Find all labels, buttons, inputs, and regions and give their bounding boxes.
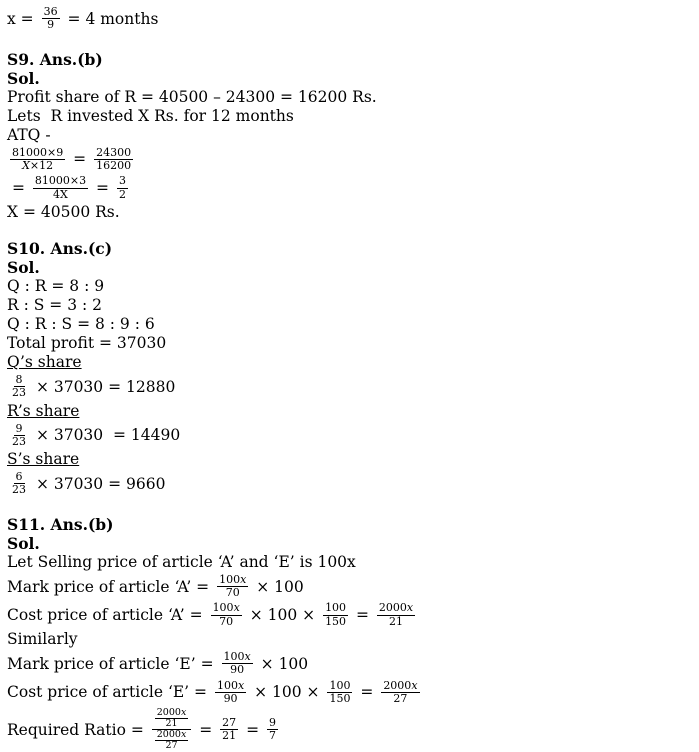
s9-heading bbox=[7, 50, 693, 69]
fraction-denominator bbox=[224, 587, 242, 599]
fraction-denominator bbox=[152, 730, 192, 751]
text-run: 2 bbox=[118, 187, 126, 201]
s10-line-3 bbox=[7, 315, 693, 334]
fraction-numerator bbox=[222, 651, 253, 664]
text-run: 27 bbox=[165, 740, 178, 752]
fraction-denominator bbox=[391, 693, 409, 705]
fraction-denominator bbox=[10, 436, 28, 448]
text-run: Q : R = 8 : 9 bbox=[7, 276, 105, 295]
s9-line-1 bbox=[7, 88, 693, 107]
fraction-denominator bbox=[45, 19, 56, 31]
fraction-numerator bbox=[327, 680, 352, 693]
text-run: 100 bbox=[325, 601, 347, 615]
s11-line-2 bbox=[7, 630, 693, 649]
text-run: S11. Ans.(b) bbox=[7, 514, 114, 534]
text-run: S9. Ans.(b) bbox=[7, 49, 103, 69]
text-run: 2000 bbox=[383, 678, 412, 692]
text-run: 9 bbox=[47, 18, 55, 32]
text-run: 100 bbox=[329, 678, 351, 692]
s9-line-3 bbox=[7, 126, 693, 145]
text-run: X bbox=[22, 158, 30, 172]
text-run: S10. Ans.(c) bbox=[7, 238, 113, 258]
text-run: 21 bbox=[165, 718, 178, 730]
fraction-denominator bbox=[163, 719, 179, 729]
fraction-denominator bbox=[267, 730, 278, 742]
text-run: 90 bbox=[223, 691, 238, 705]
text-run: Sol. bbox=[7, 68, 40, 88]
text-run: 8 bbox=[15, 372, 23, 386]
fraction-denominator bbox=[163, 741, 179, 751]
text-run: 2000 bbox=[156, 729, 181, 741]
text-run: 70 bbox=[225, 586, 240, 600]
fraction bbox=[155, 708, 189, 729]
fraction-numerator bbox=[215, 680, 246, 693]
text-run: = bbox=[7, 179, 30, 198]
fraction-numerator bbox=[323, 602, 348, 615]
fraction-numerator bbox=[10, 147, 65, 160]
fraction-numerator bbox=[14, 374, 25, 387]
fraction-numerator bbox=[14, 471, 25, 484]
text-run: x bbox=[233, 601, 240, 615]
text-run: × 100 bbox=[255, 654, 309, 673]
fraction bbox=[267, 717, 278, 743]
text-run: S’s share bbox=[7, 450, 80, 469]
fraction-numerator bbox=[217, 574, 248, 587]
s8-final-line bbox=[7, 5, 693, 33]
fraction bbox=[10, 471, 28, 497]
fraction-denominator bbox=[217, 616, 235, 628]
s11-sol-label bbox=[7, 534, 693, 553]
text-run: x bbox=[411, 678, 418, 692]
text-run: 81000×9 bbox=[12, 145, 64, 159]
text-run: 27 bbox=[393, 691, 408, 705]
text-run: x bbox=[180, 707, 187, 719]
text-run: 36 bbox=[43, 5, 58, 18]
text-run: 16200 bbox=[96, 158, 132, 172]
fraction bbox=[10, 374, 28, 400]
text-run: ×12 bbox=[29, 158, 54, 172]
s9-sol-label bbox=[7, 69, 693, 88]
text-run: Q’s share bbox=[7, 352, 82, 371]
fraction bbox=[117, 175, 128, 201]
text-run: Sol. bbox=[7, 533, 40, 553]
fraction-denominator bbox=[51, 189, 70, 201]
text-run: x bbox=[180, 729, 187, 741]
text-run: Cost price of article ‘A’ = bbox=[7, 606, 208, 625]
text-run: 27 bbox=[222, 715, 237, 729]
fraction bbox=[217, 574, 248, 600]
text-run: R : S = 3 : 2 bbox=[7, 295, 103, 314]
fraction-denominator bbox=[323, 616, 348, 628]
text-run: 6 bbox=[15, 470, 23, 484]
fraction-denominator bbox=[10, 387, 28, 399]
fraction-denominator bbox=[387, 616, 405, 628]
s11-cost-e bbox=[7, 679, 693, 707]
fraction bbox=[10, 147, 65, 173]
text-run: 150 bbox=[325, 614, 347, 628]
text-run: 9 bbox=[269, 715, 277, 729]
text-run: Mark price of article ‘E’ = bbox=[7, 654, 219, 673]
fraction-numerator bbox=[94, 147, 133, 160]
text-run: 70 bbox=[219, 614, 234, 628]
text-run: 23 bbox=[12, 434, 26, 448]
text-run: 23 bbox=[12, 386, 26, 400]
s10-q-share-label bbox=[7, 353, 693, 372]
text-run: 100 bbox=[219, 572, 241, 586]
text-run: = bbox=[241, 720, 265, 739]
s11-line-1 bbox=[7, 553, 693, 572]
s9-eq-2 bbox=[7, 174, 693, 202]
fraction-numerator bbox=[14, 423, 25, 436]
fraction-numerator bbox=[377, 602, 415, 615]
fraction-numerator bbox=[267, 717, 278, 730]
s11-heading bbox=[7, 515, 693, 534]
s10-line-4 bbox=[7, 334, 693, 353]
text-run: 81000×3 bbox=[34, 174, 87, 188]
text-run: = bbox=[355, 683, 379, 702]
text-run: x bbox=[237, 678, 245, 692]
text-run: 100 bbox=[216, 678, 238, 692]
fraction-numerator bbox=[152, 708, 192, 730]
fraction bbox=[211, 602, 242, 628]
text-run: ATQ - bbox=[7, 125, 51, 144]
text-run: 4X bbox=[53, 187, 68, 201]
fraction bbox=[215, 680, 246, 706]
text-run: X = 40500 Rs. bbox=[7, 202, 120, 221]
text-run: Similarly bbox=[7, 630, 78, 648]
fraction bbox=[222, 651, 253, 677]
text-run: × 100 × bbox=[244, 606, 321, 625]
fraction bbox=[10, 423, 28, 449]
s10-heading bbox=[7, 239, 693, 258]
text-run: × 100 bbox=[251, 577, 304, 596]
text-run: 3 bbox=[118, 174, 126, 188]
s11-mark-e bbox=[7, 650, 693, 678]
text-run: 2000 bbox=[378, 601, 407, 615]
text-run: 100 bbox=[223, 650, 245, 663]
fraction bbox=[155, 730, 189, 751]
fraction-numerator bbox=[155, 730, 189, 741]
s10-line-1 bbox=[7, 277, 693, 296]
s10-r-share-label bbox=[7, 402, 693, 421]
fraction-numerator bbox=[42, 6, 60, 19]
text-run: 21 bbox=[222, 729, 237, 743]
fraction bbox=[152, 708, 192, 751]
fraction-numerator bbox=[33, 175, 88, 188]
text-run: x bbox=[240, 572, 247, 586]
s9-result bbox=[7, 203, 693, 222]
fraction-denominator bbox=[220, 730, 238, 742]
text-run: × 37030 = 9660 bbox=[31, 474, 166, 493]
fraction bbox=[327, 680, 352, 706]
fraction-denominator bbox=[228, 664, 246, 676]
text-run: Total profit = 37030 bbox=[7, 333, 167, 352]
fraction bbox=[33, 175, 88, 201]
text-run: Profit share of R = 40500 – 24300 = 16200 Rs. bbox=[7, 87, 377, 106]
fraction-numerator bbox=[381, 680, 419, 693]
fraction-numerator bbox=[117, 175, 128, 188]
s10-sol-label bbox=[7, 258, 693, 277]
s10-r-share-eq bbox=[7, 422, 693, 450]
fraction-denominator bbox=[94, 160, 133, 172]
text-run: 21 bbox=[389, 614, 404, 628]
text-run: 24300 bbox=[96, 145, 132, 159]
text-run: 90 bbox=[230, 663, 245, 677]
s10-s-share-eq bbox=[7, 470, 693, 498]
text-run: 23 bbox=[12, 483, 26, 497]
fraction-denominator bbox=[20, 160, 55, 172]
text-run: Let Selling price of article ‘A’ and ‘E’ is 100x bbox=[7, 552, 356, 571]
text-run: × 100 × bbox=[249, 683, 325, 702]
fraction bbox=[377, 602, 415, 628]
fraction-denominator bbox=[222, 693, 240, 705]
fraction-numerator bbox=[211, 602, 242, 615]
fraction bbox=[220, 717, 238, 743]
text-run: Mark price of article ‘A’ = bbox=[7, 577, 215, 596]
text-run: 150 bbox=[329, 691, 351, 705]
text-run: x = bbox=[7, 9, 39, 28]
s11-ratio bbox=[7, 707, 693, 752]
s11-cost-a bbox=[7, 601, 693, 629]
text-run: = 4 months bbox=[62, 9, 159, 28]
s10-s-share-label bbox=[7, 450, 693, 469]
s10-q-share-eq bbox=[7, 373, 693, 401]
text-run: = bbox=[91, 179, 114, 198]
text-run: Sol. bbox=[7, 257, 40, 277]
fraction-denominator bbox=[327, 693, 352, 705]
text-run: R’s share bbox=[7, 401, 80, 420]
text-run: = bbox=[68, 150, 92, 169]
text-run: = bbox=[194, 720, 218, 739]
s9-eq-1 bbox=[7, 146, 693, 174]
s11-mark-a bbox=[7, 573, 693, 601]
fraction bbox=[381, 680, 419, 706]
text-run: 2000 bbox=[156, 707, 181, 719]
fraction bbox=[42, 6, 60, 32]
text-run: x bbox=[406, 601, 414, 615]
text-run: Cost price of article ‘E’ = bbox=[7, 683, 212, 702]
text-run: x bbox=[244, 650, 251, 663]
fraction-denominator bbox=[10, 484, 28, 496]
text-run: 9 bbox=[15, 421, 23, 435]
text-run: Lets R invested X Rs. for 12 months bbox=[7, 106, 294, 125]
s9-line-2 bbox=[7, 107, 693, 126]
fraction-denominator bbox=[117, 189, 128, 201]
text-run: × 37030 = 14490 bbox=[31, 426, 181, 445]
text-run: Required Ratio = bbox=[7, 720, 149, 739]
text-run: × 37030 = 12880 bbox=[31, 377, 176, 396]
text-run: 100 bbox=[212, 601, 234, 615]
s10-line-2 bbox=[7, 296, 693, 315]
fraction bbox=[94, 147, 133, 173]
fraction-numerator bbox=[220, 717, 238, 730]
text-run: Q : R : S = 8 : 9 : 6 bbox=[7, 314, 155, 333]
fraction bbox=[323, 602, 348, 628]
text-run: = bbox=[351, 606, 374, 625]
text-run: 7 bbox=[269, 729, 277, 743]
